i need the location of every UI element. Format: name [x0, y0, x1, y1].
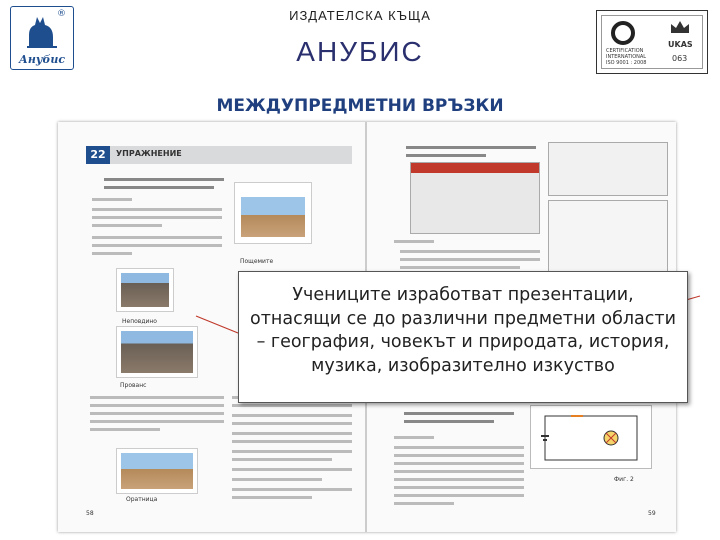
photo-caption: Пощемите	[240, 258, 274, 265]
logo-brand-text: Анубис	[18, 53, 66, 66]
photo-caption: Оратница	[126, 496, 158, 503]
figure-label: Фиг. 2	[614, 476, 634, 483]
callout-box	[238, 271, 688, 403]
page-title: МЕЖДУПРЕДМЕТНИ ВРЪЗКИ	[216, 96, 504, 116]
photo-caption: Прованс	[120, 382, 147, 389]
registered-mark: ®	[57, 9, 66, 19]
photo-caption: Неповдино	[122, 318, 157, 325]
cert-line-2: ISO 9001 : 2008	[606, 60, 647, 66]
cert-line-1: CERTIFICATION INTERNATIONAL	[606, 48, 647, 60]
page-number-right: 59	[648, 510, 656, 517]
publisher-name: АНУБИС	[296, 36, 424, 67]
exercise-number: 22	[86, 146, 110, 164]
page-number-left: 58	[86, 510, 94, 517]
exercise-label: УПРАЖНЕНИЕ	[116, 149, 182, 158]
publisher-line: ИЗДАТЕЛСКА КЪЩА	[289, 8, 431, 23]
cert-number: 063	[672, 54, 688, 63]
callout-text: Учениците изработват презентации, отнасящи се до различни предметни области – география, човекът и природата, история, музика, изобразително изкуство	[250, 285, 676, 376]
cert-ukas: UKAS	[668, 40, 693, 49]
